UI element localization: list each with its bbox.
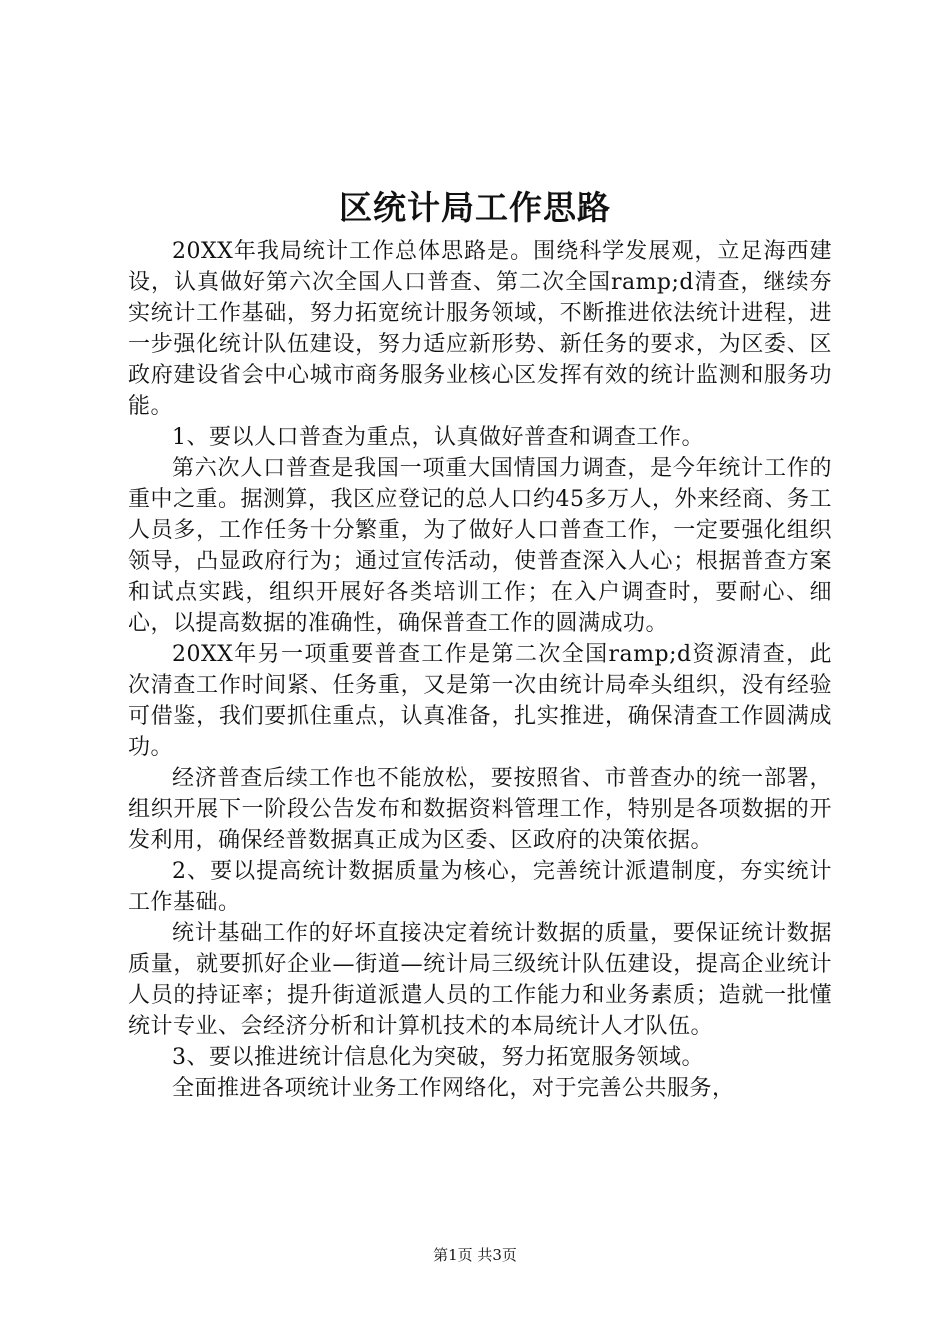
paragraph-informatization: 全面推进各项统计业务工作网络化，对于完善公共服务，: [172, 1076, 735, 1101]
paragraph-census: 第六次人口普查是我国一项重大国情国力调查，是今年统计工作的重中之重。据测算，我区应登记的总人口约45多万人，外来经商、务工人员多，工作任务十分繁重，为了做好人口普查工作，一定要强化组织领导，凸显政府行为；通过宣传活动，使普查深入人心；根据普查方案和试点实践，组织开展好各类培训工作；在入户调查时，要耐心、细心，以提高数据的准确性，确保普查工作的圆满成功。: [128, 456, 832, 636]
section-heading-2: 2、要以提高统计数据质量为核心，完善统计派遣制度，夯实统计工作基础。: [128, 859, 832, 915]
document-body: [128, 236, 832, 1104]
paragraph-economic-census: 经济普查后续工作也不能放松，要按照省、市普查办的统一部署，组织开展下一阶段公告发布和数据资料管理工作，特别是各项数据的开发利用，确保经普数据真正成为区委、区政府的决策依据。: [128, 766, 832, 853]
document-title: 区统计局工作思路: [339, 188, 611, 227]
section-heading-1: 1、要以人口普查为重点，认真做好普查和调查工作。: [172, 425, 704, 450]
paragraph-rd-survey: 20XX年另一项重要普查工作是第二次全国ramp;d资源清查，此次清查工作时间紧、任务重，又是第一次由统计局牵头组织，没有经验可借鉴，我们要抓住重点，认真准备，扎实推进，确保清查工作圆满成功。: [128, 642, 832, 760]
page-number-footer: 第1页 共3页: [433, 1246, 517, 1264]
section-heading-3: 3、要以推进统计信息化为突破，努力拓宽服务领域。: [172, 1045, 704, 1070]
paragraph-data-quality: 统计基础工作的好坏直接决定着统计数据的质量，要保证统计数据质量，就要抓好企业—街道—统计局三级统计队伍建设，提高企业统计人员的持证率；提升街道派遣人员的工作能力和业务素质；造就一批懂统计专业、会经济分析和计算机技术的本局统计人才队伍。: [128, 921, 832, 1039]
paragraph-intro: 20XX年我局统计工作总体思路是。围绕科学发展观，立足海西建设，认真做好第六次全国人口普查、第二次全国ramp;d清查，继续夯实统计工作基础，努力拓宽统计服务领域，不断推进依法统计进程，进一步强化统计队伍建设，努力适应新形势、新任务的要求，为区委、区政府建设省会中心城市商务服务业核心区发挥有效的统计监测和服务功能。: [128, 239, 832, 419]
